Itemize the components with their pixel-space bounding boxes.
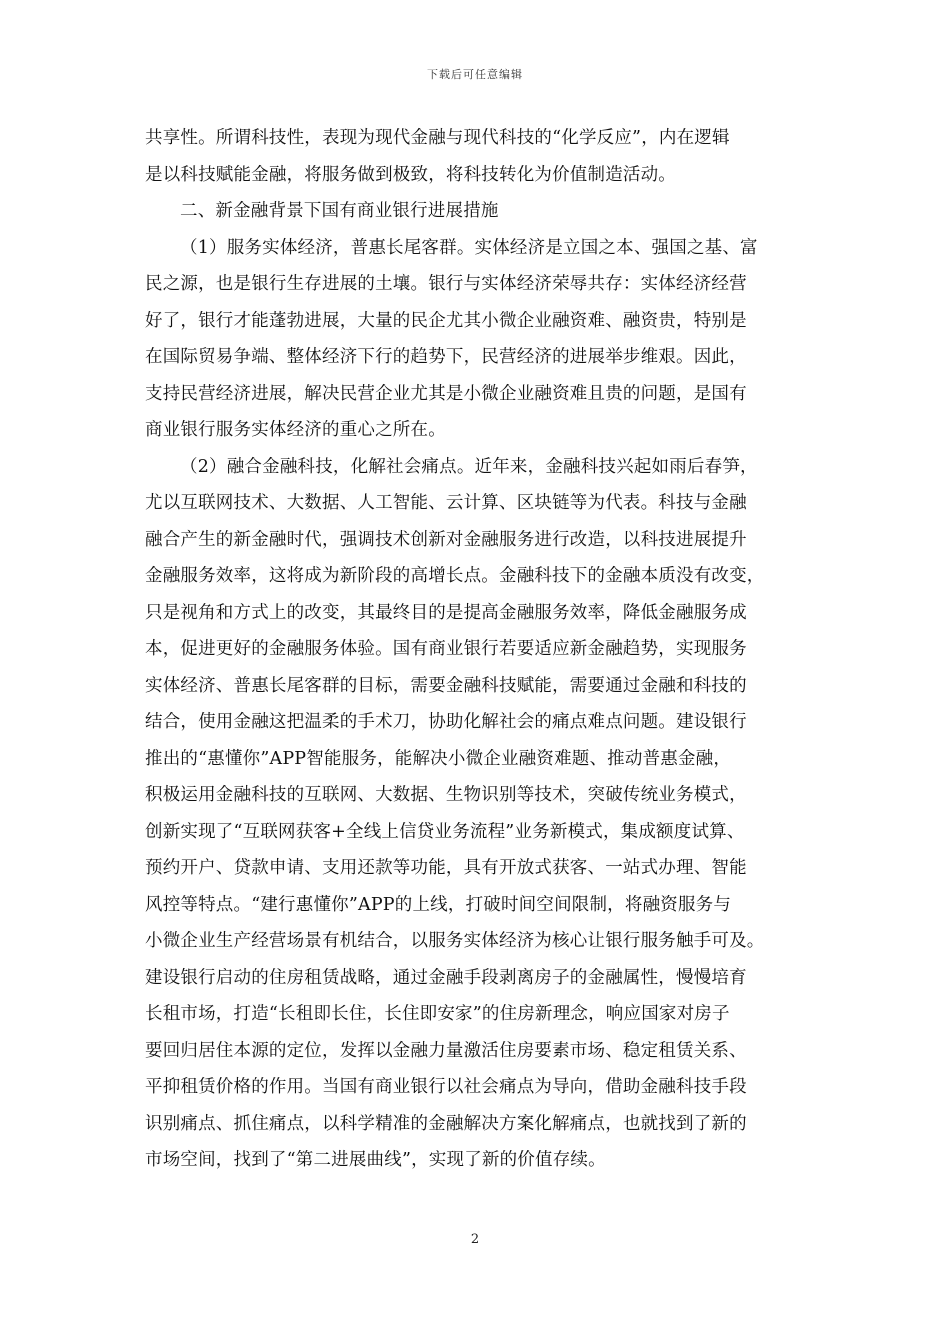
body-line: 支持民营经济进展，解决民营企业尤其是小微企业融资难且贵的问题，是国有 <box>145 383 747 404</box>
body-line: 预约开户、贷款申请、支用还款等功能，具有开放式获客、一站式办理、智能 <box>145 858 747 878</box>
body-line: 只是视角和方式上的改变，其最终目的是提高金融服务效率，降低金融服务成 <box>145 602 747 623</box>
body-line: 是以科技赋能金融，将服务做到极致，将科技转化为价值制造活动。 <box>145 164 676 185</box>
body-line: 金融服务效率，这将成为新阶段的高增长点。金融科技下的金融本质没有改变， <box>145 566 765 586</box>
body-line: 本，促进更好的金融服务体验。国有商业银行若要适应新金融趋势，实现服务 <box>145 639 747 659</box>
body-line: 创新实现了“互联网获客+全线上信贷业务流程”业务新模式，集成额度试算、 <box>145 821 745 842</box>
body-line: 平抑租赁价格的作用。当国有商业银行以社会痛点为导向，借助金融科技手段 <box>145 1077 747 1097</box>
body-line: 市场空间，找到了“第二进展曲线”，实现了新的价值存续。 <box>145 1150 606 1170</box>
body-line: 推出的“惠懂你”APP智能服务，能解决小微企业融资难题、推动普惠金融， <box>145 748 732 769</box>
body-line: （1）服务实体经济，普惠长尾客群。实体经济是立国之本、强国之基、富 <box>180 237 758 258</box>
body-line: 要回归居住本源的定位，发挥以金融力量激活住房要素市场、稳定租赁关系、 <box>145 1040 747 1061</box>
body-line: 建设银行启动的住房租赁战略，通过金融手段剥离房子的金融属性，慢慢培育 <box>145 967 747 988</box>
body-line: 长租市场，打造“长租即长住，长住即安家”的住房新理念，响应国家对房子 <box>145 1004 730 1024</box>
body-line: 好了，银行才能蓬勃进展，大量的民企尤其小微企业融资难、融资贵，特别是 <box>145 310 747 331</box>
body-line: 小微企业生产经营场景有机结合，以服务实体经济为核心让银行服务触手可及。 <box>145 931 765 951</box>
body-line: 实体经济、普惠长尾客群的目标，需要金融科技赋能，需要通过金融和科技的 <box>145 675 747 696</box>
section-heading: 二、新金融背景下国有商业银行进展措施 <box>180 201 499 221</box>
document-body <box>145 120 817 1179</box>
body-line: 尤以互联网技术、大数据、人工智能、云计算、区块链等为代表。科技与金融 <box>145 493 747 513</box>
body-line: 在国际贸易争端、整体经济下行的趋势下，民营经济的进展举步维艰。因此， <box>145 347 747 367</box>
body-line: 融合产生的新金融时代，强调技术创新对金融服务进行改造，以科技进展提升 <box>145 529 747 550</box>
body-line: 共享性。所谓科技性，表现为现代金融与现代科技的“化学反应”，内在逻辑 <box>145 128 730 148</box>
body-line: 商业银行服务实体经济的重心之所在。 <box>145 420 446 440</box>
body-line: （2）融合金融科技，化解社会痛点。近年来，金融科技兴起如雨后春笋， <box>180 456 758 477</box>
body-line: 结合，使用金融这把温柔的手术刀，协助化解社会的痛点难点问题。建设银行 <box>145 712 747 732</box>
body-line: 识别痛点、抓住痛点，以科学精准的金融解决方案化解痛点，也就找到了新的 <box>145 1113 747 1134</box>
page-number: 2 <box>470 1232 480 1247</box>
body-line: 风控等特点。“建行惠懂你”APP的上线，打破时间空间限制，将融资服务与 <box>145 894 732 915</box>
page-header: 下载后可任意编辑 <box>427 68 523 81</box>
body-line: 积极运用金融科技的互联网、大数据、生物识别等技术，突破传统业务模式， <box>145 785 747 805</box>
body-line: 民之源，也是银行生存进展的土壤。银行与实体经济荣辱共存：实体经济经营 <box>145 274 747 294</box>
